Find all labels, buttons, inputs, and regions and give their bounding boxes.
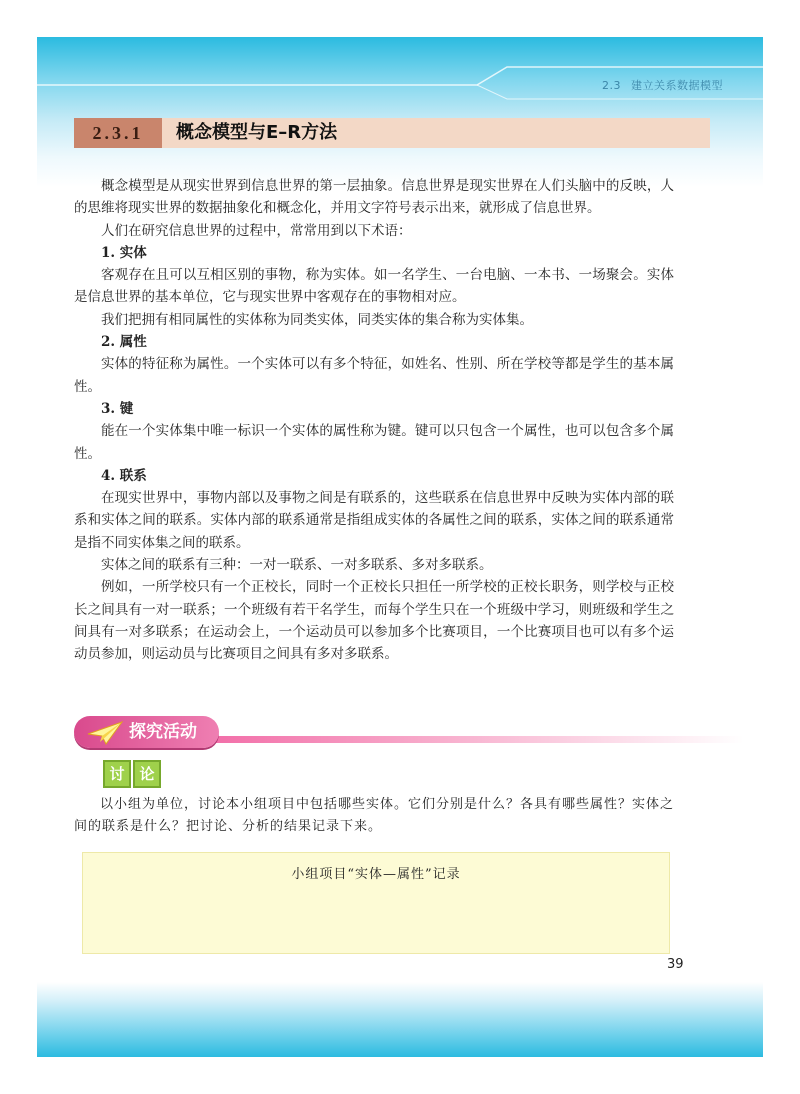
- activity-label: 探究活动: [129, 722, 197, 742]
- task-paragraph: 以小组为单位，讨论本小组项目中包括哪些实体。它们分别是什么？各具有哪些属性？实体之间的联系是什么？把讨论、分析的结果记录下来。: [74, 797, 675, 834]
- record-title: 小组项目“实体—属性”记录: [291, 867, 461, 882]
- running-header: [602, 77, 733, 93]
- term-entity-set-paragraph: 我们把拥有相同属性的实体称为同类实体，同类实体的集合称为实体集。: [101, 311, 533, 328]
- lead-paragraph: 人们在研究信息世界的过程中，常常用到以下术语：: [101, 222, 412, 239]
- page-number: 39: [667, 957, 684, 972]
- term-relationship-paragraph: 在现实世界中，事物内部以及事物之间是有联系的，这些联系在信息世界中反映为实体内部的联系和实体之间的联系。实体内部的联系通常是指组成实体的各属性之间的联系，实体之间的联系通常是指不同实体集之间的联系。: [74, 490, 674, 551]
- intro-paragraph: 概念模型是从现实世界到信息世界的第一层抽象。信息世界是现实世界在人们头脑中的反映，人的思维将现实世界的数据抽象化和概念化，并用文字符号表示出来，就形成了信息世界。: [74, 178, 674, 217]
- discuss-char-1: 讨: [103, 760, 131, 788]
- paper-plane-icon: [86, 720, 124, 746]
- header-line-graphic: [37, 37, 763, 187]
- discuss-badge: [103, 760, 163, 788]
- activity-underline: [204, 736, 744, 743]
- record-box: [82, 852, 670, 954]
- section-heading: [74, 118, 710, 148]
- term-attribute-paragraph: 实体的特征称为属性。一个实体可以有多个特征，如姓名、性别、所在学校等都是学生的基本属性。: [74, 356, 674, 395]
- term-entity-paragraph: 客观存在且可以互相区别的事物，称为实体。如一名学生、一台电脑、一本书、一场聚会。实体是信息世界的基本单位，它与现实世界中客观存在的事物相对应。: [74, 267, 674, 306]
- relationship-example-paragraph: 例如，一所学校只有一个正校长，同时一个正校长只担任一所学校的正校长职务，则学校与正校长之间具有一对一联系；一个班级有若干名学生，而每个学生只在一个班级中学习，则班级和学生之间具有一对多联系；在运动会上，一个运动员可以参加多个比赛项目，一个比赛项目也可以有多个运动员参加，则运动员与比赛项目之间具有多对多联系。: [74, 579, 674, 663]
- term-key-paragraph: 能在一个实体集中唯一标识一个实体的属性称为键。键可以只包含一个属性，也可以包含多个属性。: [74, 423, 674, 462]
- footer-decoration: [37, 982, 763, 1057]
- term-relationship-heading: 4. 联系: [101, 467, 147, 484]
- term-key-heading: 3. 键: [101, 400, 134, 417]
- task-text: [74, 794, 676, 838]
- term-entity-heading: 1. 实体: [101, 244, 147, 261]
- section-number: 2.3.1: [74, 118, 162, 148]
- section-title: 概念模型与E–R方法: [176, 122, 338, 143]
- activity-banner: [74, 712, 724, 752]
- discuss-char-2: 论: [133, 760, 161, 788]
- header-section-number: 2.3: [602, 79, 621, 92]
- body-text: [74, 175, 674, 666]
- header-section-title: 建立关系数据模型: [631, 79, 723, 92]
- term-attribute-heading: 2. 属性: [101, 334, 147, 351]
- header-decoration: [37, 37, 763, 187]
- relationship-types-paragraph: 实体之间的联系有三种：一对一联系、一对多联系、多对多联系。: [101, 557, 493, 574]
